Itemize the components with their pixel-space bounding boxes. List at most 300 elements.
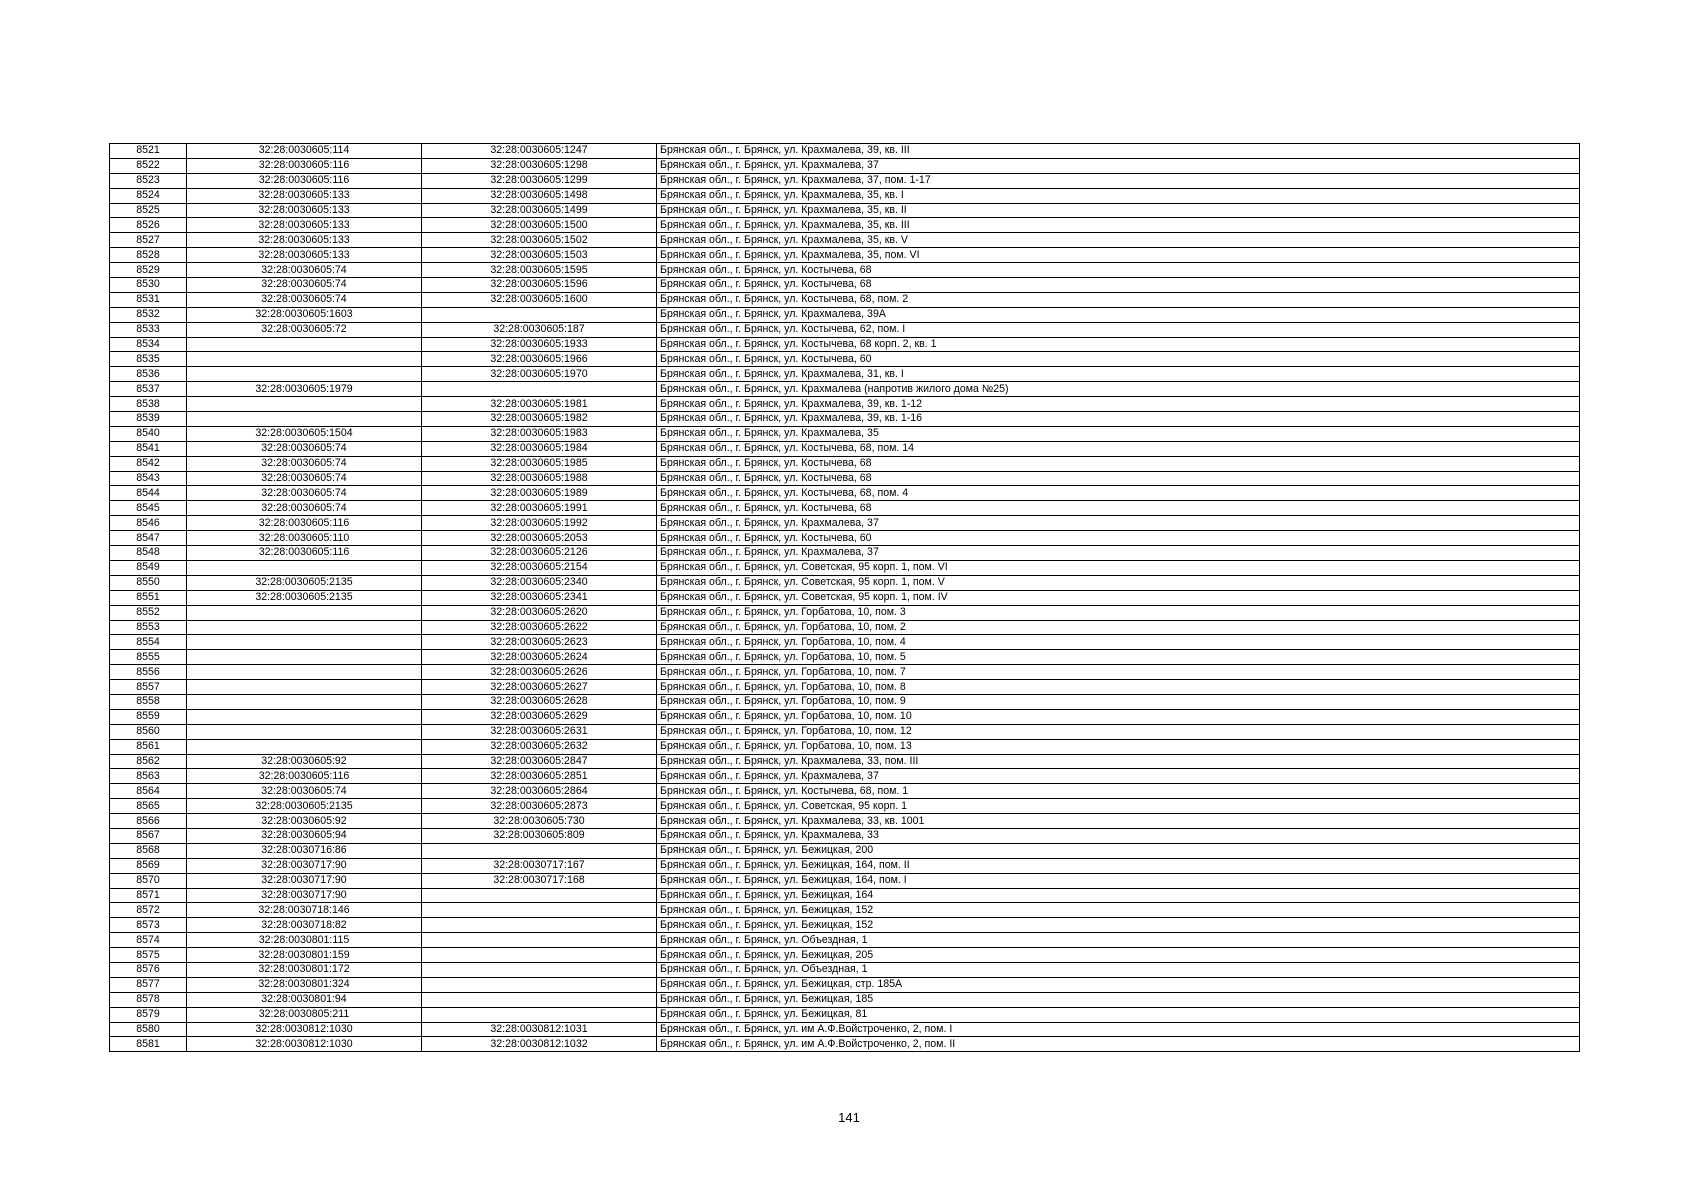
- address-cell: Брянская обл., г. Брянск, ул. Горбатова, 10, пом. 2: [657, 620, 1580, 635]
- address-cell: Брянская обл., г. Брянск, ул. Крахмалева, 39, кв. 1-16: [657, 412, 1580, 427]
- row-number-cell: 8528: [110, 248, 187, 263]
- parcel-cadastral-number-cell: [187, 367, 422, 382]
- table-row: [110, 992, 1580, 1007]
- object-cadastral-number-cell: 32:28:0030605:1503: [422, 248, 657, 263]
- row-number-cell: 8557: [110, 680, 187, 695]
- parcel-cadastral-number-cell: 32:28:0030605:74: [187, 456, 422, 471]
- parcel-cadastral-number-cell: 32:28:0030605:74: [187, 292, 422, 307]
- address-cell: Брянская обл., г. Брянск, ул. им А.Ф.Войстроченко, 2, пом. I: [657, 1022, 1580, 1037]
- address-cell: Брянская обл., г. Брянск, ул. Крахмалева, 35, кв. V: [657, 233, 1580, 248]
- table-row: [110, 307, 1580, 322]
- row-number-cell: 8546: [110, 516, 187, 531]
- table-row: [110, 560, 1580, 575]
- address-cell: Брянская обл., г. Брянск, ул. Крахмалева, 37, пом. 1-17: [657, 173, 1580, 188]
- address-cell: Брянская обл., г. Брянск, ул. Горбатова, 10, пом. 13: [657, 739, 1580, 754]
- row-number-cell: 8547: [110, 531, 187, 546]
- parcel-cadastral-number-cell: 32:28:0030605:133: [187, 203, 422, 218]
- object-cadastral-number-cell: 32:28:0030605:1981: [422, 397, 657, 412]
- object-cadastral-number-cell: 32:28:0030605:1596: [422, 278, 657, 293]
- table-row: [110, 784, 1580, 799]
- row-number-cell: 8574: [110, 933, 187, 948]
- parcel-cadastral-number-cell: [187, 397, 422, 412]
- row-number-cell: 8570: [110, 873, 187, 888]
- table-row: [110, 575, 1580, 590]
- parcel-cadastral-number-cell: 32:28:0030717:90: [187, 873, 422, 888]
- object-cadastral-number-cell: 32:28:0030605:2341: [422, 590, 657, 605]
- row-number-cell: 8581: [110, 1037, 187, 1052]
- row-number-cell: 8580: [110, 1022, 187, 1037]
- table-row: [110, 1007, 1580, 1022]
- parcel-cadastral-number-cell: 32:28:0030605:133: [187, 233, 422, 248]
- parcel-cadastral-number-cell: [187, 709, 422, 724]
- table-row: [110, 828, 1580, 843]
- parcel-cadastral-number-cell: 32:28:0030605:72: [187, 322, 422, 337]
- parcel-cadastral-number-cell: 32:28:0030605:133: [187, 248, 422, 263]
- parcel-cadastral-number-cell: 32:28:0030801:172: [187, 962, 422, 977]
- table-row: [110, 1037, 1580, 1052]
- row-number-cell: 8553: [110, 620, 187, 635]
- row-number-cell: 8534: [110, 337, 187, 352]
- parcel-cadastral-number-cell: 32:28:0030605:114: [187, 144, 422, 159]
- row-number-cell: 8560: [110, 724, 187, 739]
- address-cell: Брянская обл., г. Брянск, ул. Бежицкая, 164, пом. II: [657, 858, 1580, 873]
- parcel-cadastral-number-cell: 32:28:0030605:94: [187, 828, 422, 843]
- object-cadastral-number-cell: 32:28:0030605:1600: [422, 292, 657, 307]
- address-cell: Брянская обл., г. Брянск, ул. Крахмалева (напротив жилого дома №25): [657, 382, 1580, 397]
- address-cell: Брянская обл., г. Брянск, ул. Костычева, 68: [657, 471, 1580, 486]
- table-row: [110, 843, 1580, 858]
- parcel-cadastral-number-cell: [187, 739, 422, 754]
- table-row: [110, 888, 1580, 903]
- object-cadastral-number-cell: 32:28:0030812:1032: [422, 1037, 657, 1052]
- address-cell: Брянская обл., г. Брянск, ул. Крахмалева, 39, кв. 1-12: [657, 397, 1580, 412]
- table-row: [110, 694, 1580, 709]
- address-cell: Брянская обл., г. Брянск, ул. Бежицкая, 164, пом. I: [657, 873, 1580, 888]
- row-number-cell: 8536: [110, 367, 187, 382]
- parcel-cadastral-number-cell: [187, 724, 422, 739]
- row-number-cell: 8538: [110, 397, 187, 412]
- parcel-cadastral-number-cell: 32:28:0030801:159: [187, 948, 422, 963]
- row-number-cell: 8575: [110, 948, 187, 963]
- object-cadastral-number-cell: 32:28:0030605:2631: [422, 724, 657, 739]
- row-number-cell: 8549: [110, 560, 187, 575]
- object-cadastral-number-cell: [422, 843, 657, 858]
- address-cell: Брянская обл., г. Брянск, ул. Костычева, 68 корп. 2, кв. 1: [657, 337, 1580, 352]
- row-number-cell: 8552: [110, 605, 187, 620]
- registry-table-body: [110, 144, 1580, 1052]
- table-row: [110, 709, 1580, 724]
- parcel-cadastral-number-cell: 32:28:0030605:92: [187, 754, 422, 769]
- address-cell: Брянская обл., г. Брянск, ул. им А.Ф.Войстроченко, 2, пом. II: [657, 1037, 1580, 1052]
- parcel-cadastral-number-cell: 32:28:0030605:110: [187, 531, 422, 546]
- object-cadastral-number-cell: [422, 888, 657, 903]
- table-row: [110, 918, 1580, 933]
- parcel-cadastral-number-cell: 32:28:0030605:92: [187, 814, 422, 829]
- parcel-cadastral-number-cell: [187, 680, 422, 695]
- address-cell: Брянская обл., г. Брянск, ул. Костычева, 60: [657, 531, 1580, 546]
- object-cadastral-number-cell: 32:28:0030605:1982: [422, 412, 657, 427]
- parcel-cadastral-number-cell: 32:28:0030605:133: [187, 218, 422, 233]
- object-cadastral-number-cell: [422, 1007, 657, 1022]
- table-row: [110, 292, 1580, 307]
- row-number-cell: 8579: [110, 1007, 187, 1022]
- object-cadastral-number-cell: 32:28:0030605:2340: [422, 575, 657, 590]
- parcel-cadastral-number-cell: 32:28:0030605:2135: [187, 575, 422, 590]
- table-row: [110, 799, 1580, 814]
- address-cell: Брянская обл., г. Брянск, ул. Крахмалева, 39А: [657, 307, 1580, 322]
- table-row: [110, 858, 1580, 873]
- address-cell: Брянская обл., г. Брянск, ул. Бежицкая, 200: [657, 843, 1580, 858]
- row-number-cell: 8559: [110, 709, 187, 724]
- row-number-cell: 8539: [110, 412, 187, 427]
- object-cadastral-number-cell: 32:28:0030605:1985: [422, 456, 657, 471]
- table-row: [110, 546, 1580, 561]
- address-cell: Брянская обл., г. Брянск, ул. Бежицкая, 164: [657, 888, 1580, 903]
- address-cell: Брянская обл., г. Брянск, ул. Крахмалева, 37: [657, 158, 1580, 173]
- table-row: [110, 456, 1580, 471]
- table-row: [110, 471, 1580, 486]
- table-row: [110, 948, 1580, 963]
- object-cadastral-number-cell: 32:28:0030605:2873: [422, 799, 657, 814]
- object-cadastral-number-cell: [422, 918, 657, 933]
- table-row: [110, 620, 1580, 635]
- address-cell: Брянская обл., г. Брянск, ул. Костычева, 60: [657, 352, 1580, 367]
- row-number-cell: 8565: [110, 799, 187, 814]
- object-cadastral-number-cell: [422, 933, 657, 948]
- table-row: [110, 605, 1580, 620]
- table-row: [110, 218, 1580, 233]
- object-cadastral-number-cell: 32:28:0030605:1498: [422, 188, 657, 203]
- address-cell: Брянская обл., г. Брянск, ул. Бежицкая, стр. 185А: [657, 977, 1580, 992]
- parcel-cadastral-number-cell: 32:28:0030605:74: [187, 486, 422, 501]
- address-cell: Брянская обл., г. Брянск, ул. Бежицкая, 205: [657, 948, 1580, 963]
- object-cadastral-number-cell: 32:28:0030605:1988: [422, 471, 657, 486]
- address-cell: Брянская обл., г. Брянск, ул. Горбатова, 10, пом. 12: [657, 724, 1580, 739]
- table-row: [110, 158, 1580, 173]
- address-cell: Брянская обл., г. Брянск, ул. Костычева, 68: [657, 501, 1580, 516]
- table-row: [110, 233, 1580, 248]
- object-cadastral-number-cell: 32:28:0030605:1502: [422, 233, 657, 248]
- table-row: [110, 352, 1580, 367]
- parcel-cadastral-number-cell: 32:28:0030605:116: [187, 769, 422, 784]
- parcel-cadastral-number-cell: 32:28:0030717:90: [187, 858, 422, 873]
- address-cell: Брянская обл., г. Брянск, ул. Крахмалева, 37: [657, 769, 1580, 784]
- parcel-cadastral-number-cell: [187, 560, 422, 575]
- address-cell: Брянская обл., г. Брянск, ул. Крахмалева, 33, пом. III: [657, 754, 1580, 769]
- row-number-cell: 8548: [110, 546, 187, 561]
- table-row: [110, 903, 1580, 918]
- table-row: [110, 724, 1580, 739]
- parcel-cadastral-number-cell: 32:28:0030605:133: [187, 188, 422, 203]
- row-number-cell: 8558: [110, 694, 187, 709]
- parcel-cadastral-number-cell: 32:28:0030605:1979: [187, 382, 422, 397]
- row-number-cell: 8529: [110, 263, 187, 278]
- table-row: [110, 441, 1580, 456]
- row-number-cell: 8578: [110, 992, 187, 1007]
- parcel-cadastral-number-cell: 32:28:0030812:1030: [187, 1037, 422, 1052]
- parcel-cadastral-number-cell: 32:28:0030801:94: [187, 992, 422, 1007]
- address-cell: Брянская обл., г. Брянск, ул. Крахмалева, 33: [657, 828, 1580, 843]
- object-cadastral-number-cell: 32:28:0030605:809: [422, 828, 657, 843]
- row-number-cell: 8567: [110, 828, 187, 843]
- address-cell: Брянская обл., г. Брянск, ул. Крахмалева, 35, кв. I: [657, 188, 1580, 203]
- address-cell: Брянская обл., г. Брянск, ул. Бежицкая, 81: [657, 1007, 1580, 1022]
- table-row: [110, 412, 1580, 427]
- table-row: [110, 590, 1580, 605]
- row-number-cell: 8527: [110, 233, 187, 248]
- row-number-cell: 8577: [110, 977, 187, 992]
- address-cell: Брянская обл., г. Брянск, ул. Советская, 95 корп. 1, пом. IV: [657, 590, 1580, 605]
- object-cadastral-number-cell: 32:28:0030605:2629: [422, 709, 657, 724]
- table-row: [110, 426, 1580, 441]
- row-number-cell: 8542: [110, 456, 187, 471]
- address-cell: Брянская обл., г. Брянск, ул. Крахмалева, 35: [657, 426, 1580, 441]
- object-cadastral-number-cell: 32:28:0030605:1247: [422, 144, 657, 159]
- table-row: [110, 873, 1580, 888]
- object-cadastral-number-cell: 32:28:0030605:2623: [422, 635, 657, 650]
- table-row: [110, 188, 1580, 203]
- object-cadastral-number-cell: 32:28:0030605:2627: [422, 680, 657, 695]
- row-number-cell: 8533: [110, 322, 187, 337]
- parcel-cadastral-number-cell: 32:28:0030605:74: [187, 278, 422, 293]
- table-row: [110, 144, 1580, 159]
- address-cell: Брянская обл., г. Брянск, ул. Советская, 95 корп. 1, пом. V: [657, 575, 1580, 590]
- table-row: [110, 665, 1580, 680]
- row-number-cell: 8568: [110, 843, 187, 858]
- table-row: [110, 739, 1580, 754]
- object-cadastral-number-cell: [422, 992, 657, 1007]
- object-cadastral-number-cell: 32:28:0030605:1991: [422, 501, 657, 516]
- object-cadastral-number-cell: 32:28:0030605:187: [422, 322, 657, 337]
- address-cell: Брянская обл., г. Брянск, ул. Бежицкая, 152: [657, 903, 1580, 918]
- table-row: [110, 173, 1580, 188]
- address-cell: Брянская обл., г. Брянск, ул. Крахмалева, 31, кв. I: [657, 367, 1580, 382]
- object-cadastral-number-cell: [422, 948, 657, 963]
- table-row: [110, 248, 1580, 263]
- row-number-cell: 8521: [110, 144, 187, 159]
- address-cell: Брянская обл., г. Брянск, ул. Костычева, 68, пом. 4: [657, 486, 1580, 501]
- address-cell: Брянская обл., г. Брянск, ул. Крахмалева, 35, кв. II: [657, 203, 1580, 218]
- row-number-cell: 8562: [110, 754, 187, 769]
- table-row: [110, 650, 1580, 665]
- object-cadastral-number-cell: 32:28:0030605:1984: [422, 441, 657, 456]
- row-number-cell: 8544: [110, 486, 187, 501]
- table-row: [110, 263, 1580, 278]
- object-cadastral-number-cell: [422, 977, 657, 992]
- table-row: [110, 933, 1580, 948]
- object-cadastral-number-cell: [422, 382, 657, 397]
- parcel-cadastral-number-cell: [187, 665, 422, 680]
- address-cell: Брянская обл., г. Брянск, ул. Крахмалева, 35, пом. VI: [657, 248, 1580, 263]
- parcel-cadastral-number-cell: 32:28:0030605:74: [187, 263, 422, 278]
- address-cell: Брянская обл., г. Брянск, ул. Бежицкая, 152: [657, 918, 1580, 933]
- object-cadastral-number-cell: 32:28:0030812:1031: [422, 1022, 657, 1037]
- address-cell: Брянская обл., г. Брянск, ул. Горбатова, 10, пом. 5: [657, 650, 1580, 665]
- address-cell: Брянская обл., г. Брянск, ул. Крахмалева, 37: [657, 546, 1580, 561]
- table-row: [110, 278, 1580, 293]
- parcel-cadastral-number-cell: 32:28:0030718:146: [187, 903, 422, 918]
- object-cadastral-number-cell: 32:28:0030605:2622: [422, 620, 657, 635]
- object-cadastral-number-cell: 32:28:0030605:2053: [422, 531, 657, 546]
- table-row: [110, 486, 1580, 501]
- row-number-cell: 8526: [110, 218, 187, 233]
- registry-table: [109, 143, 1580, 1052]
- object-cadastral-number-cell: 32:28:0030605:2628: [422, 694, 657, 709]
- table-row: [110, 367, 1580, 382]
- parcel-cadastral-number-cell: 32:28:0030605:2135: [187, 590, 422, 605]
- row-number-cell: 8545: [110, 501, 187, 516]
- parcel-cadastral-number-cell: [187, 337, 422, 352]
- parcel-cadastral-number-cell: [187, 635, 422, 650]
- table-row: [110, 814, 1580, 829]
- address-cell: Брянская обл., г. Брянск, ул. Горбатова, 10, пом. 3: [657, 605, 1580, 620]
- parcel-cadastral-number-cell: 32:28:0030716:86: [187, 843, 422, 858]
- object-cadastral-number-cell: 32:28:0030605:2154: [422, 560, 657, 575]
- address-cell: Брянская обл., г. Брянск, ул. Советская, 95 корп. 1: [657, 799, 1580, 814]
- object-cadastral-number-cell: 32:28:0030605:1970: [422, 367, 657, 382]
- object-cadastral-number-cell: 32:28:0030605:2851: [422, 769, 657, 784]
- table-row: [110, 382, 1580, 397]
- parcel-cadastral-number-cell: 32:28:0030605:74: [187, 471, 422, 486]
- address-cell: Брянская обл., г. Брянск, ул. Костычева, 68: [657, 278, 1580, 293]
- table-row: [110, 501, 1580, 516]
- object-cadastral-number-cell: 32:28:0030605:1500: [422, 218, 657, 233]
- address-cell: Брянская обл., г. Брянск, ул. Объездная, 1: [657, 962, 1580, 977]
- parcel-cadastral-number-cell: 32:28:0030605:2135: [187, 799, 422, 814]
- object-cadastral-number-cell: 32:28:0030717:167: [422, 858, 657, 873]
- address-cell: Брянская обл., г. Брянск, ул. Крахмалева, 37: [657, 516, 1580, 531]
- row-number-cell: 8530: [110, 278, 187, 293]
- table-row: [110, 754, 1580, 769]
- table-row: [110, 531, 1580, 546]
- object-cadastral-number-cell: 32:28:0030717:168: [422, 873, 657, 888]
- parcel-cadastral-number-cell: [187, 352, 422, 367]
- row-number-cell: 8564: [110, 784, 187, 799]
- table-row: [110, 516, 1580, 531]
- row-number-cell: 8540: [110, 426, 187, 441]
- object-cadastral-number-cell: [422, 307, 657, 322]
- parcel-cadastral-number-cell: 32:28:0030605:116: [187, 158, 422, 173]
- object-cadastral-number-cell: 32:28:0030605:1298: [422, 158, 657, 173]
- object-cadastral-number-cell: 32:28:0030605:1595: [422, 263, 657, 278]
- address-cell: Брянская обл., г. Брянск, ул. Костычева, 68, пом. 14: [657, 441, 1580, 456]
- address-cell: Брянская обл., г. Брянск, ул. Костычева, 62, пом. I: [657, 322, 1580, 337]
- object-cadastral-number-cell: 32:28:0030605:1992: [422, 516, 657, 531]
- object-cadastral-number-cell: 32:28:0030605:2620: [422, 605, 657, 620]
- parcel-cadastral-number-cell: 32:28:0030605:74: [187, 784, 422, 799]
- parcel-cadastral-number-cell: [187, 650, 422, 665]
- parcel-cadastral-number-cell: 32:28:0030605:116: [187, 173, 422, 188]
- address-cell: Брянская обл., г. Брянск, ул. Советская, 95 корп. 1, пом. VI: [657, 560, 1580, 575]
- row-number-cell: 8537: [110, 382, 187, 397]
- parcel-cadastral-number-cell: 32:28:0030605:74: [187, 501, 422, 516]
- page-number: 141: [838, 1110, 860, 1125]
- object-cadastral-number-cell: 32:28:0030605:1966: [422, 352, 657, 367]
- address-cell: Брянская обл., г. Брянск, ул. Горбатова, 10, пом. 9: [657, 694, 1580, 709]
- parcel-cadastral-number-cell: 32:28:0030805:211: [187, 1007, 422, 1022]
- row-number-cell: 8576: [110, 962, 187, 977]
- table-row: [110, 203, 1580, 218]
- address-cell: Брянская обл., г. Брянск, ул. Бежицкая, 185: [657, 992, 1580, 1007]
- object-cadastral-number-cell: [422, 962, 657, 977]
- object-cadastral-number-cell: 32:28:0030605:1499: [422, 203, 657, 218]
- parcel-cadastral-number-cell: 32:28:0030605:74: [187, 441, 422, 456]
- row-number-cell: 8535: [110, 352, 187, 367]
- parcel-cadastral-number-cell: 32:28:0030812:1030: [187, 1022, 422, 1037]
- address-cell: Брянская обл., г. Брянск, ул. Крахмалева, 39, кв. III: [657, 144, 1580, 159]
- object-cadastral-number-cell: 32:28:0030605:730: [422, 814, 657, 829]
- address-cell: Брянская обл., г. Брянск, ул. Крахмалева, 35, кв. III: [657, 218, 1580, 233]
- object-cadastral-number-cell: 32:28:0030605:2626: [422, 665, 657, 680]
- parcel-cadastral-number-cell: 32:28:0030605:116: [187, 516, 422, 531]
- object-cadastral-number-cell: 32:28:0030605:1989: [422, 486, 657, 501]
- table-row: [110, 769, 1580, 784]
- address-cell: Брянская обл., г. Брянск, ул. Горбатова, 10, пом. 8: [657, 680, 1580, 695]
- table-row: [110, 322, 1580, 337]
- row-number-cell: 8555: [110, 650, 187, 665]
- parcel-cadastral-number-cell: 32:28:0030605:116: [187, 546, 422, 561]
- object-cadastral-number-cell: 32:28:0030605:1299: [422, 173, 657, 188]
- row-number-cell: 8573: [110, 918, 187, 933]
- row-number-cell: 8543: [110, 471, 187, 486]
- parcel-cadastral-number-cell: [187, 605, 422, 620]
- address-cell: Брянская обл., г. Брянск, ул. Костычева, 68: [657, 456, 1580, 471]
- address-cell: Брянская обл., г. Брянск, ул. Костычева, 68, пом. 2: [657, 292, 1580, 307]
- parcel-cadastral-number-cell: 32:28:0030801:115: [187, 933, 422, 948]
- table-row: [110, 1022, 1580, 1037]
- address-cell: Брянская обл., г. Брянск, ул. Крахмалева, 33, кв. 1001: [657, 814, 1580, 829]
- object-cadastral-number-cell: [422, 903, 657, 918]
- parcel-cadastral-number-cell: 32:28:0030717:90: [187, 888, 422, 903]
- row-number-cell: 8522: [110, 158, 187, 173]
- object-cadastral-number-cell: 32:28:0030605:2864: [422, 784, 657, 799]
- object-cadastral-number-cell: 32:28:0030605:2126: [422, 546, 657, 561]
- row-number-cell: 8571: [110, 888, 187, 903]
- row-number-cell: 8532: [110, 307, 187, 322]
- row-number-cell: 8572: [110, 903, 187, 918]
- table-row: [110, 977, 1580, 992]
- row-number-cell: 8531: [110, 292, 187, 307]
- object-cadastral-number-cell: 32:28:0030605:1983: [422, 426, 657, 441]
- parcel-cadastral-number-cell: 32:28:0030605:1603: [187, 307, 422, 322]
- object-cadastral-number-cell: 32:28:0030605:2624: [422, 650, 657, 665]
- parcel-cadastral-number-cell: 32:28:0030605:1504: [187, 426, 422, 441]
- parcel-cadastral-number-cell: [187, 620, 422, 635]
- table-row: [110, 635, 1580, 650]
- address-cell: Брянская обл., г. Брянск, ул. Горбатова, 10, пом. 10: [657, 709, 1580, 724]
- parcel-cadastral-number-cell: 32:28:0030801:324: [187, 977, 422, 992]
- parcel-cadastral-number-cell: [187, 694, 422, 709]
- table-row: [110, 680, 1580, 695]
- table-row: [110, 962, 1580, 977]
- row-number-cell: 8556: [110, 665, 187, 680]
- row-number-cell: 8561: [110, 739, 187, 754]
- parcel-cadastral-number-cell: 32:28:0030718:82: [187, 918, 422, 933]
- address-cell: Брянская обл., г. Брянск, ул. Горбатова, 10, пом. 4: [657, 635, 1580, 650]
- row-number-cell: 8554: [110, 635, 187, 650]
- address-cell: Брянская обл., г. Брянск, ул. Костычева, 68, пом. 1: [657, 784, 1580, 799]
- row-number-cell: 8541: [110, 441, 187, 456]
- address-cell: Брянская обл., г. Брянск, ул. Костычева, 68: [657, 263, 1580, 278]
- address-cell: Брянская обл., г. Брянск, ул. Объездная, 1: [657, 933, 1580, 948]
- row-number-cell: 8563: [110, 769, 187, 784]
- row-number-cell: 8525: [110, 203, 187, 218]
- row-number-cell: 8523: [110, 173, 187, 188]
- row-number-cell: 8566: [110, 814, 187, 829]
- object-cadastral-number-cell: 32:28:0030605:1933: [422, 337, 657, 352]
- table-row: [110, 397, 1580, 412]
- object-cadastral-number-cell: 32:28:0030605:2847: [422, 754, 657, 769]
